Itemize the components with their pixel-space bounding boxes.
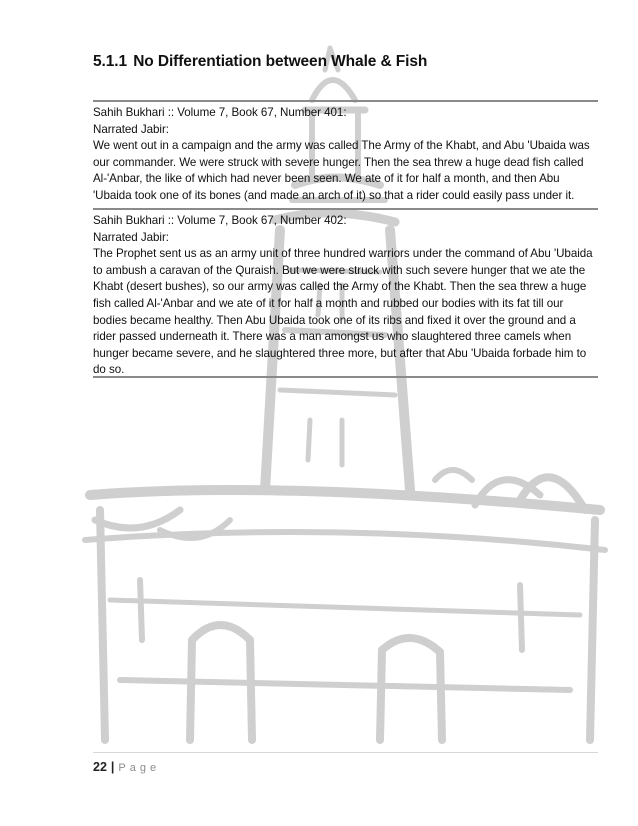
section-number: 5.1.1 <box>93 53 127 70</box>
hadith-text: The Prophet sent us as an army unit of three hundred warriors under the command of Abu 'Ubaida to ambush a caravan of the Quraish. But we were struck with such severe hunger that we ate the Khabt (desert bushes), so our army was called the Army of the Khabt. Then the sea threw a huge fish called Al-'Anbar and we ate of it for half a month and rubbed our bodies with its fat till our bodies became healthy. Then Abu Ubaida took one of its ribs and fixed it over the ground and a rider passed underneath it. There was a man amongst us who slaughtered three camels when hunger became severe, and he slaughtered three more, but after that Abu 'Ubaida forbade him to do so. <box>93 247 593 377</box>
footer-divider <box>93 752 598 753</box>
hadith-text: We went out in a campaign and the army was called The Army of the Khabt, and Abu 'Ubaida was our commander. We were struck with severe hunger. Then the sea threw a huge dead fish called Al-'Anbar, the like of which had never been seen. We ate of it for half a month, and then Abu 'Ubaida took one of its bones (and made an arch of it) so that a rider could easily pass under it. <box>93 139 590 202</box>
page-footer <box>93 760 160 774</box>
divider-rule <box>93 100 598 102</box>
section-heading <box>93 53 598 71</box>
hadith-block <box>93 213 598 379</box>
hadith-block <box>93 105 598 205</box>
divider-rule <box>93 208 598 210</box>
section-title: No Differentiation between Whale & Fish <box>133 53 428 70</box>
hadith-reference: Sahih Bukhari :: Volume 7, Book 67, Number 401: <box>93 106 347 119</box>
hadith-narrator: Narrated Jabir: <box>93 122 169 136</box>
divider-rule <box>93 376 598 378</box>
hadith-reference: Sahih Bukhari :: Volume 7, Book 67, Number 402: <box>93 214 347 227</box>
footer-separator: | <box>110 760 115 774</box>
hadith-narrator: Narrated Jabir: <box>93 230 169 244</box>
page-number: 22 <box>93 760 107 774</box>
page-label: Page <box>118 762 161 774</box>
